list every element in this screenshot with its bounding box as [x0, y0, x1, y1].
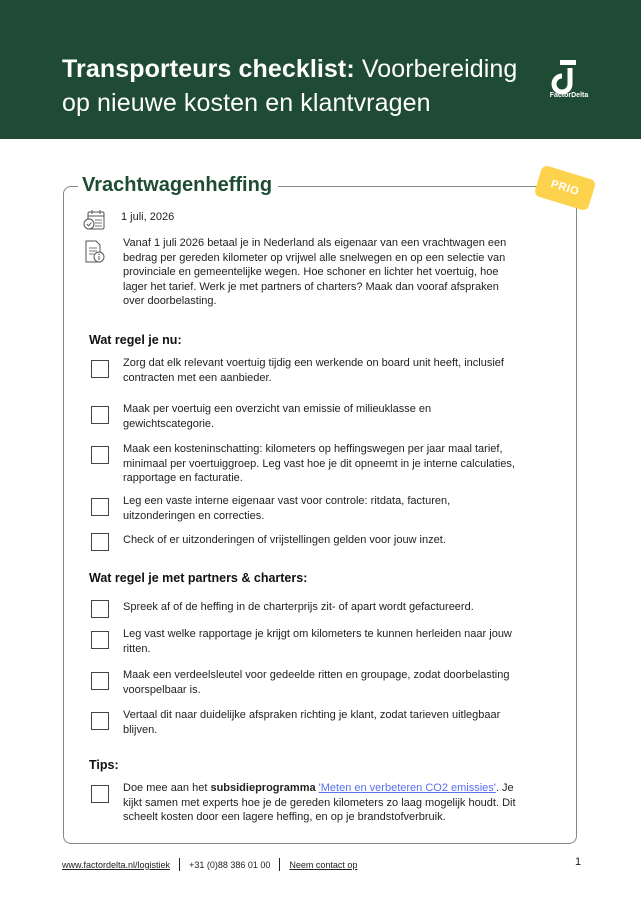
- subsidy-program-link[interactable]: 'Meten en verbeteren CO2 emissies': [318, 782, 496, 794]
- tip-suffix: . Je kijkt samen met experts hoe je de gereden kilometers zo laag mogelijk houdt. Dit scheelt kosten door een lagere heffing, en op je brandstofverbruik.: [123, 782, 516, 824]
- checkbox[interactable]: [91, 533, 109, 551]
- page-number: 1: [575, 856, 582, 868]
- tip-bold: subsidieprogramma: [210, 782, 316, 794]
- title-bold: Transporteurs checklist:: [62, 55, 355, 83]
- checkbox[interactable]: [91, 785, 109, 803]
- item-text: Spreek af of de heffing in de charterprijs zit- of apart wordt gefactureerd.: [123, 601, 474, 613]
- checkbox[interactable]: [91, 360, 109, 378]
- contact-link[interactable]: Neem contact op: [289, 859, 358, 870]
- calendar-check-icon: [82, 208, 106, 232]
- item-text: Leg vast welke rapportage je krijgt om kilometers te kunnen herleiden naar jouw ritten.: [123, 628, 512, 655]
- tip-prefix: Doe mee aan het: [123, 782, 211, 794]
- item-text: Vertaal dit naar duidelijke afspraken richting je klant, zodat tarieven uitlegbaar blijven.: [123, 709, 501, 736]
- logo-text: FactorDelta: [549, 92, 589, 99]
- checkbox[interactable]: [91, 672, 109, 690]
- section-heading-partners: Wat regel je met partners & charters:: [89, 571, 308, 585]
- checkbox[interactable]: [91, 498, 109, 516]
- title-light: Voorbereiding op nieuwe kosten en klantvragen: [62, 55, 518, 117]
- intro-text: Vanaf 1 juli 2026 betaal je in Nederland als eigenaar van een vrachtwagen een bedrag per gereden kilometer op vrijwel alle snelwegen en op een selectie van provinciale en gemeentelijke wegen. Hoe schoner en lichter het voertuig, hoe lager het tarief. Werk je met partners of charters? Maak dan vooraf afspraken over doorbelasting.: [123, 237, 507, 308]
- item-text: Leg een vaste interne eigenaar vast voor controle: ritdata, facturen, uitzonderingen en correcties.: [123, 495, 451, 522]
- section-heading-tips: Tips:: [89, 758, 119, 772]
- date-text: 1 juli, 2026: [121, 211, 175, 223]
- item-text: Maak een kosteninschatting: kilometers op heffingswegen per jaar maal tarief, minimaal per voertuiggroep. Leg vast hoe je dit opneemt in je interne calculaties, rapportage en facturatie.: [123, 443, 515, 485]
- item-text: Maak een verdeelsleutel voor gedeelde ritten en groupage, zodat doorbelasting voorspelbaar is.: [123, 669, 510, 696]
- item-text: Check of er uitzonderingen of vrijstellingen gelden voor jouw inzet.: [123, 534, 446, 546]
- prio-badge: PRIO: [534, 165, 597, 212]
- checkbox[interactable]: [91, 600, 109, 618]
- tip-text: [123, 781, 523, 825]
- phone-number: +31 (0)88 386 01 00: [189, 859, 271, 870]
- divider: [179, 858, 180, 871]
- footer: [62, 858, 357, 871]
- section-heading-now: Wat regel je nu:: [89, 333, 182, 347]
- checkbox[interactable]: [91, 406, 109, 424]
- header-banner: [0, 0, 641, 139]
- website-link[interactable]: www.factordelta.nl/logistiek: [62, 859, 171, 870]
- divider: [279, 858, 280, 871]
- checkbox[interactable]: [91, 712, 109, 730]
- page-title: [62, 52, 532, 120]
- item-text: Maak per voertuig een overzicht van emissie of milieuklasse en gewichtscategorie.: [123, 403, 432, 430]
- document-info-icon: [84, 240, 106, 264]
- checkbox[interactable]: [91, 446, 109, 464]
- checkbox[interactable]: [91, 631, 109, 649]
- card-title: Vrachtwagenheffing: [78, 174, 278, 197]
- item-text: Zorg dat elk relevant voertuig tijdig een werkende on board unit heeft, inclusief contracten met een aanbieder.: [123, 357, 504, 384]
